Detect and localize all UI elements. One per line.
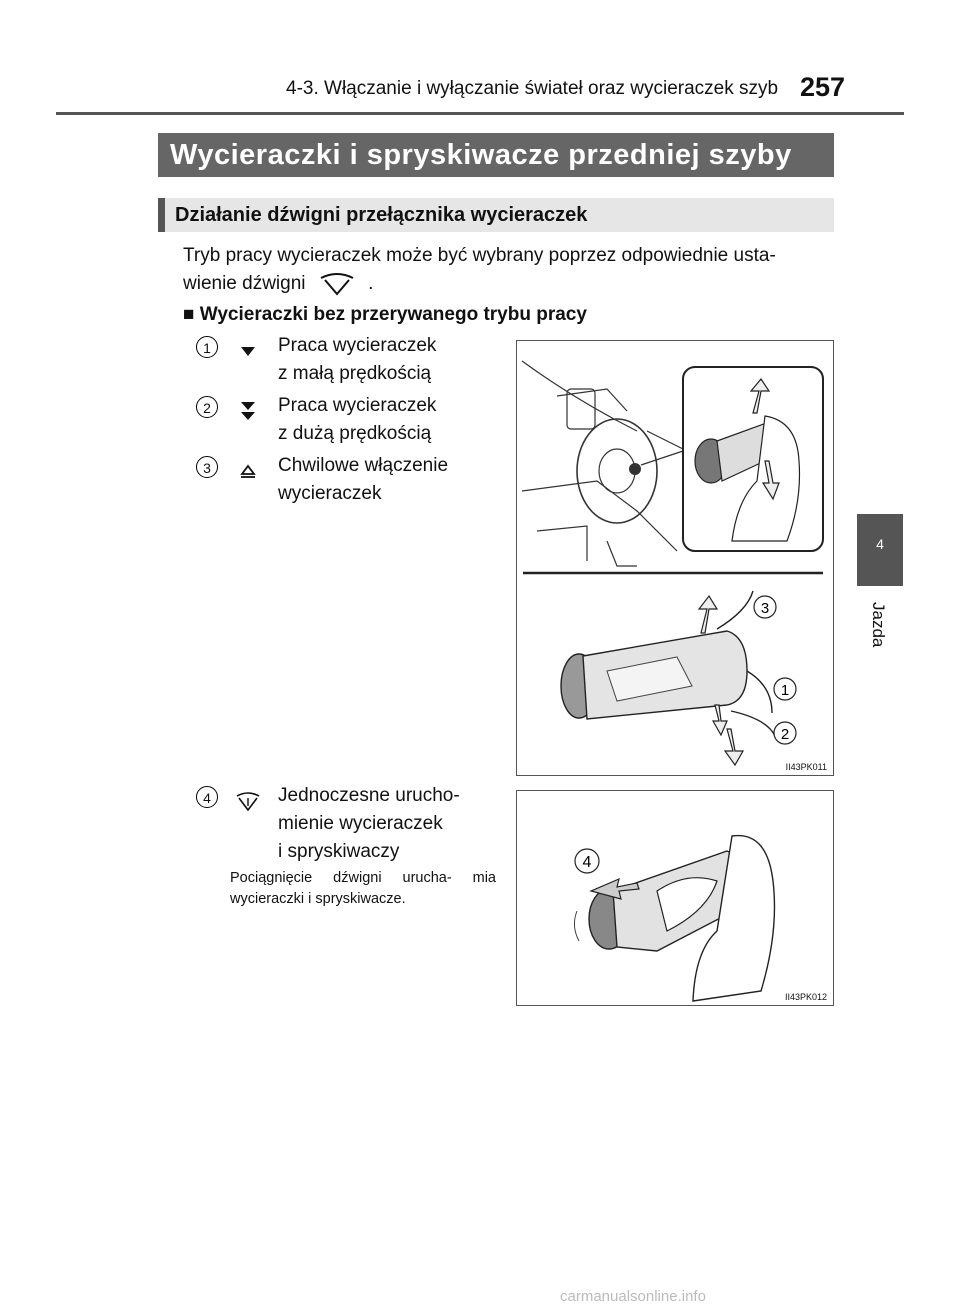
callout-1: 1: [780, 682, 790, 699]
item-text-line: wycieraczek: [278, 483, 382, 504]
figure-code: II43PK011: [785, 762, 827, 772]
callout-2: 2: [780, 726, 790, 743]
intro-line-2: wienie dźwigni .: [183, 273, 374, 294]
section-subtitle: Działanie dźwigni przełącznika wycieraczek: [158, 198, 834, 232]
item-text-line: Jednoczesne urucho-: [278, 785, 460, 806]
item-text-line: Chwilowe włączenie: [278, 455, 449, 476]
chapter-label: Jazda: [869, 602, 888, 648]
item-number: 2: [196, 396, 218, 418]
page-title: Wycieraczki i spryskiwacze przedniej szyby: [158, 133, 834, 177]
washer-illustration: [517, 791, 833, 1005]
wiper-lever-illustration: [517, 341, 833, 775]
section-heading: ■ Wycieraczki bez przerywanego trybu pracy: [183, 304, 587, 325]
item-text-line: Praca wycieraczek: [278, 335, 437, 356]
item-text-line: Praca wycieraczek: [278, 395, 437, 416]
figure-code: II43PK012: [784, 992, 827, 1002]
header-divider: [56, 112, 904, 115]
footer-watermark: carmanualsonline.info: [560, 1288, 706, 1305]
single-down-arrow-icon: [234, 338, 262, 364]
chapter-tab: 4: [857, 514, 903, 586]
wiper-icon: [317, 272, 357, 296]
item-text-line: z dużą prędkością: [278, 423, 432, 444]
note-text: Pociągnięcie dźwigni urucha- mia wycieraczki i spryskiwacze.: [230, 870, 496, 907]
item-text-line: z małą prędkością: [278, 363, 432, 384]
mist-up-arrow-icon: [234, 458, 262, 484]
callout-3: 3: [760, 600, 770, 617]
intro-line-1: Tryb pracy wycieraczek może być wybrany poprzez odpowiednie usta-: [183, 245, 776, 266]
item-text-line: mienie wycieraczek: [278, 813, 443, 834]
double-down-arrow-icon: [234, 398, 262, 424]
wiper-lever-figure: [516, 340, 834, 776]
washer-icon: [234, 788, 262, 814]
header-section-title: 4-3. Włączanie i wyłączanie świateł oraz wycieraczek szyb: [286, 78, 779, 99]
callout-4: 4: [582, 854, 592, 871]
washer-figure: [516, 790, 834, 1006]
item-number: 4: [196, 786, 218, 808]
item-text-line: i spryskiwaczy: [278, 841, 400, 862]
item-number: 1: [196, 336, 218, 358]
page-number: 257: [800, 72, 846, 102]
intro-paragraph: [183, 242, 833, 298]
item-number: 3: [196, 456, 218, 478]
